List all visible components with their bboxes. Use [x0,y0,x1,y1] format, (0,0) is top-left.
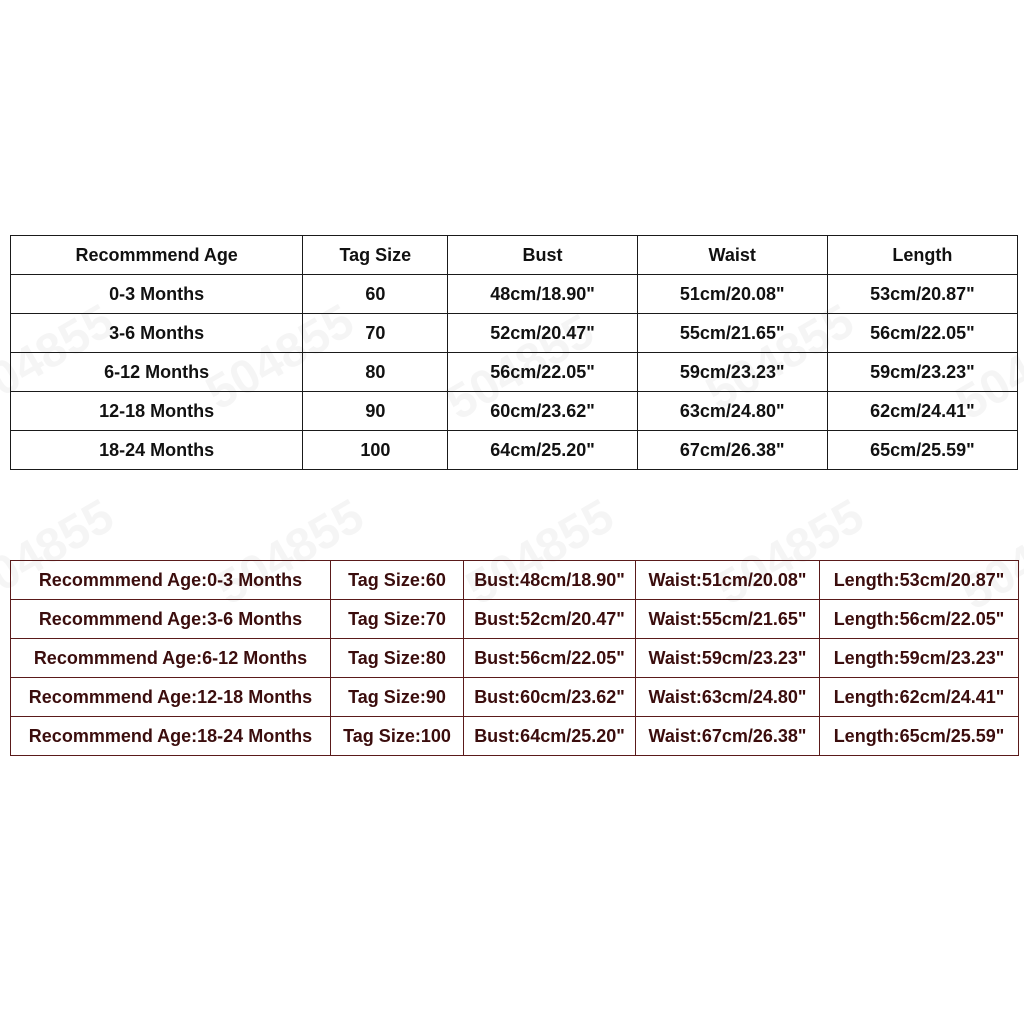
cell-bust: 48cm/18.90" [448,275,637,314]
cell-age: 18-24 Months [11,431,303,470]
cell-length: Length:65cm/25.59" [820,717,1019,756]
size-chart-inline-table [10,560,1019,756]
cell-length: Length:56cm/22.05" [820,600,1019,639]
cell-tag-size: 90 [303,392,448,431]
cell-length: Length:53cm/20.87" [820,561,1019,600]
cell-age: 6-12 Months [11,353,303,392]
cell-waist: Waist:67cm/26.38" [636,717,820,756]
cell-tag-size: Tag Size:80 [331,639,464,678]
cell-waist: 63cm/24.80" [637,392,827,431]
cell-age: 3-6 Months [11,314,303,353]
cell-tag-size: Tag Size:70 [331,600,464,639]
cell-bust: 60cm/23.62" [448,392,637,431]
table-row [11,392,1018,431]
cell-age: Recommmend Age:6-12 Months [11,639,331,678]
cell-waist: Waist:51cm/20.08" [636,561,820,600]
cell-length: 62cm/24.41" [827,392,1017,431]
cell-waist: Waist:59cm/23.23" [636,639,820,678]
size-chart-table [10,235,1018,470]
cell-tag-size: 80 [303,353,448,392]
cell-age: Recommmend Age:0-3 Months [11,561,331,600]
cell-length: 53cm/20.87" [827,275,1017,314]
table-row [11,275,1018,314]
cell-bust: 52cm/20.47" [448,314,637,353]
cell-bust: Bust:48cm/18.90" [464,561,636,600]
cell-length: 59cm/23.23" [827,353,1017,392]
cell-waist: 59cm/23.23" [637,353,827,392]
table-row [11,314,1018,353]
table-row [11,600,1019,639]
cell-age: Recommmend Age:12-18 Months [11,678,331,717]
cell-waist: 51cm/20.08" [637,275,827,314]
table-row [11,678,1019,717]
cell-tag-size: 60 [303,275,448,314]
table-row [11,561,1019,600]
cell-bust: Bust:60cm/23.62" [464,678,636,717]
cell-bust: 64cm/25.20" [448,431,637,470]
cell-bust: Bust:52cm/20.47" [464,600,636,639]
cell-tag-size: Tag Size:90 [331,678,464,717]
cell-waist: 67cm/26.38" [637,431,827,470]
header-length: Length [827,236,1017,275]
table-header-row [11,236,1018,275]
cell-age: 0-3 Months [11,275,303,314]
cell-waist: Waist:63cm/24.80" [636,678,820,717]
cell-bust: Bust:64cm/25.20" [464,717,636,756]
table-row [11,353,1018,392]
cell-length: 56cm/22.05" [827,314,1017,353]
table-row [11,639,1019,678]
cell-tag-size: 100 [303,431,448,470]
cell-bust: 56cm/22.05" [448,353,637,392]
cell-bust: Bust:56cm/22.05" [464,639,636,678]
header-bust: Bust [448,236,637,275]
cell-tag-size: Tag Size:100 [331,717,464,756]
cell-length: Length:59cm/23.23" [820,639,1019,678]
cell-age: Recommmend Age:18-24 Months [11,717,331,756]
cell-length: 65cm/25.59" [827,431,1017,470]
cell-length: Length:62cm/24.41" [820,678,1019,717]
header-recommend-age: Recommmend Age [11,236,303,275]
cell-age: 12-18 Months [11,392,303,431]
header-waist: Waist [637,236,827,275]
cell-waist: 55cm/21.65" [637,314,827,353]
cell-tag-size: 70 [303,314,448,353]
cell-age: Recommmend Age:3-6 Months [11,600,331,639]
cell-waist: Waist:55cm/21.65" [636,600,820,639]
cell-tag-size: Tag Size:60 [331,561,464,600]
header-tag-size: Tag Size [303,236,448,275]
table-row [11,431,1018,470]
table-row [11,717,1019,756]
